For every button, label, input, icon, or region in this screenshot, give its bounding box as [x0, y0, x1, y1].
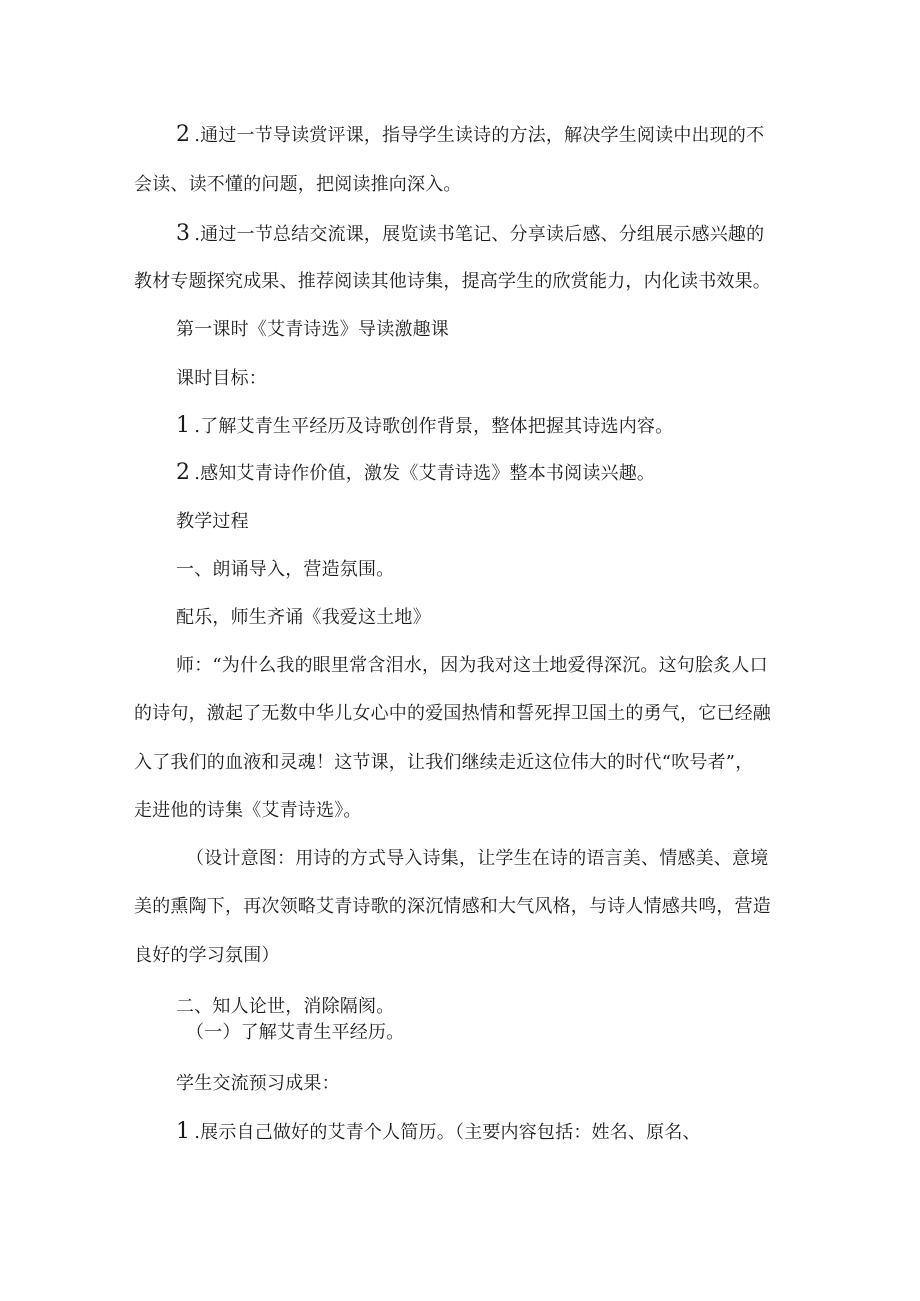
goal-text: .了解艾青生平经历及诗歌创作背景，整体把握其诗选内容。 — [194, 416, 674, 437]
item-number: 2 — [176, 122, 191, 147]
goal-2 — [176, 461, 856, 486]
item-text: .通过一节导读赏评课，指导学生读诗的方法，解决学生阅读中出现的不 — [194, 125, 765, 146]
item-text: .通过一节总结交流课，展览读书笔记、分享读后感、分组展示感兴趣的 — [194, 224, 765, 245]
step-1-heading: 一、朗诵导入，营造氛围。 — [176, 559, 395, 580]
exchange-item-1 — [176, 1120, 856, 1145]
step-2-heading: 二、知人论世，消除隔阂。 — [176, 996, 395, 1017]
goals-heading: 课时目标： — [176, 368, 267, 389]
goal-number: 1 — [176, 413, 191, 438]
item-3-line-1 — [176, 222, 856, 247]
exchange-heading: 学生交流预习成果： — [176, 1073, 340, 1094]
lesson-title: 第一课时《艾青诗选》导读激趣课 — [176, 319, 449, 340]
teacher-line-1: 师：“为什么我的眼里常含泪水，因为我对这土地爱得深沉。这句脍炙人口 — [176, 655, 768, 676]
goal-number: 2 — [176, 460, 191, 485]
design-intent-line-1: （设计意图：用诗的方式导入诗集，让学生在诗的语言美、情感美、意境 — [186, 848, 769, 869]
process-heading: 教学过程 — [176, 511, 249, 532]
teacher-line-4: 走进他的诗集《艾青诗选》。 — [134, 800, 362, 821]
teacher-line-3: 入了我们的血液和灵魂！这节课，让我们继续走近这位伟大的时代“吹号者”， — [134, 752, 754, 773]
design-intent-line-3: 良好的学习氛围） — [134, 945, 280, 966]
item-3-line-2: 教材专题探究成果、推荐阅读其他诗集，提高学生的欣赏能力，内化读书效果。 — [134, 271, 771, 292]
item-2-line-2: 会读、读不懂的问题，把阅读推向深入。 — [134, 174, 462, 195]
step-2-subheading: （一）了解艾青生平经历。 — [186, 1022, 405, 1043]
step-1-text: 配乐，师生齐诵《我爱这土地》 — [176, 607, 431, 628]
teacher-line-2: 的诗句，激起了无数中华儿女心中的爱国热情和誓死捍卫国土的勇气，它已经融 — [134, 703, 771, 724]
item-2-line-1 — [176, 123, 856, 148]
design-intent-line-2: 美的熏陶下，再次领略艾青诗歌的深沉情感和大气风格，与诗人情感共鸣，营造 — [134, 896, 771, 917]
exchange-text: .展示自己做好的艾青个人简历。（主要内容包括：姓名、原名、 — [194, 1122, 701, 1143]
exchange-number: 1 — [176, 1119, 191, 1144]
goal-1 — [176, 414, 856, 439]
item-number: 3 — [176, 221, 191, 246]
goal-text: .感知艾青诗作价值，激发《艾青诗选》整本书阅读兴趣。 — [194, 463, 656, 484]
